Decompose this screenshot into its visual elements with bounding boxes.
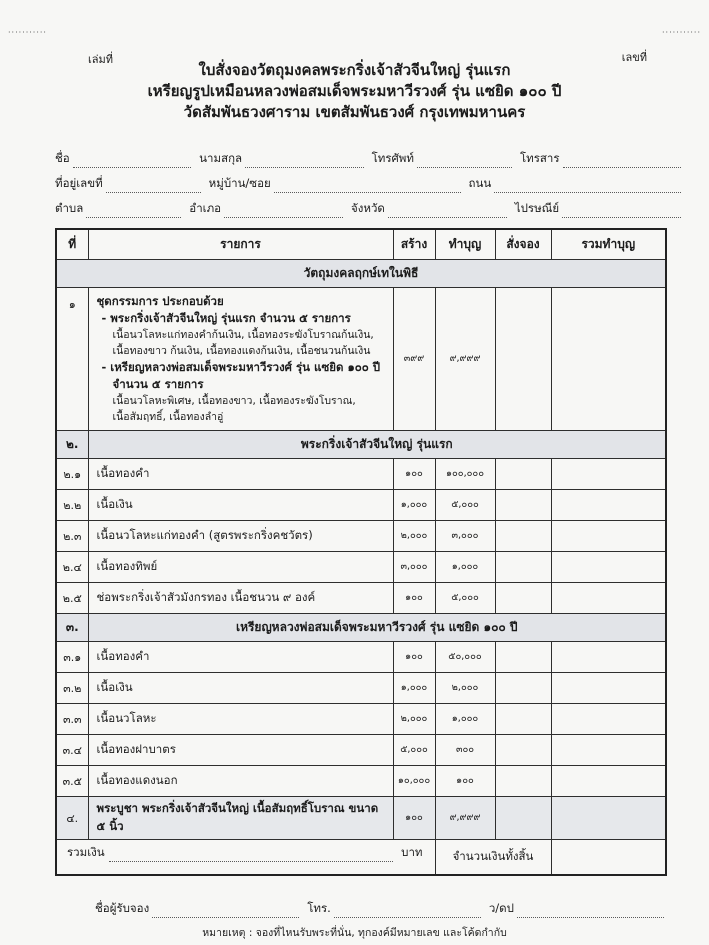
- col-header-item: รายการ: [88, 229, 393, 259]
- total-donate-cell[interactable]: [551, 672, 666, 703]
- detail-line: เนื้อทองขาว ก้นเงิน, เนื้อทองแดงก้นเงิน, เนื้อชนวนก้นเงิน: [112, 344, 371, 357]
- tear-line-left: ···········: [8, 28, 47, 37]
- subdistrict-label: ตำบล: [55, 201, 84, 215]
- order-qty-cell[interactable]: [495, 458, 551, 489]
- phone-field[interactable]: [417, 154, 512, 168]
- total-donate-cell[interactable]: [551, 520, 666, 551]
- district-label: อำเภอ: [189, 201, 222, 215]
- donate-price: ๓,๐๐๐: [435, 520, 495, 551]
- donate-price: ๕,๐๐๐: [435, 489, 495, 520]
- donate-price: ๙,๙๙๙: [435, 796, 495, 839]
- total-donate-cell[interactable]: [551, 489, 666, 520]
- order-qty-cell[interactable]: [495, 796, 551, 839]
- item-row: [56, 582, 666, 613]
- phone-label: โทรศัพท์: [371, 151, 414, 165]
- total-donate-cell[interactable]: [551, 703, 666, 734]
- col-header-donate: ทำบุญ: [435, 229, 495, 259]
- item-row: [56, 520, 666, 551]
- section-row-kring: [56, 430, 666, 458]
- total-donate-cell[interactable]: [551, 551, 666, 582]
- item-row: [56, 703, 666, 734]
- order-qty-cell[interactable]: [495, 582, 551, 613]
- row-no: ๒.๑: [56, 458, 88, 489]
- col-header-total: รวมทำบุญ: [551, 229, 666, 259]
- summary-row: [56, 839, 666, 875]
- item-row: [56, 641, 666, 672]
- donate-price: ๑๐๐: [435, 765, 495, 796]
- receiver-name-field[interactable]: [152, 904, 299, 918]
- date-field[interactable]: [517, 904, 664, 918]
- row-no: ๒.๒: [56, 489, 88, 520]
- detail-line: เนื้อนวโลหะแก่ทองคำก้นเงิน, เนื้อทองระฆังโบราณก้นเงิน,: [112, 328, 374, 341]
- title-line-3: วัดสัมพันธวงศาราม เขตสัมพันธวงศ์ กรุงเทพมหานคร: [183, 103, 526, 121]
- section-no: ๒.: [56, 430, 88, 458]
- col-header-made: สร้าง: [393, 229, 435, 259]
- section-no: ๓.: [56, 613, 88, 641]
- order-qty-cell[interactable]: [495, 734, 551, 765]
- item-name: เนื้อนวโลหะ: [88, 703, 393, 734]
- item-row: [56, 734, 666, 765]
- order-qty-cell[interactable]: [495, 765, 551, 796]
- order-qty-cell[interactable]: [495, 551, 551, 582]
- order-qty-cell[interactable]: [495, 287, 551, 430]
- donate-price: ๑,๐๐๐: [435, 551, 495, 582]
- made-qty: ๓๙๙: [393, 287, 435, 430]
- field-row-1: [55, 143, 681, 168]
- item-name: เนื้อเงิน: [88, 489, 393, 520]
- form-header: [0, 0, 709, 123]
- name-field[interactable]: [73, 154, 191, 168]
- donate-price: ๓๐๐: [435, 734, 495, 765]
- date-label: ว/ดป: [488, 901, 514, 915]
- section-title-coin: เหรียญหลวงพ่อสมเด็จพระมหาวีรวงศ์ รุ่น แซยิด ๑๐๐ ปี: [88, 613, 666, 641]
- detail-line: - เหรียญหลวงพ่อสมเด็จพระมหาวีรวงศ์ รุ่น แซยิด ๑๐๐ ปี: [101, 359, 381, 374]
- subdistrict-field[interactable]: [86, 204, 181, 218]
- donate-price: ๕๐,๐๐๐: [435, 641, 495, 672]
- item-row-committee-set: [56, 287, 666, 430]
- total-donate-cell[interactable]: [551, 641, 666, 672]
- detail-line: เนื้อสัมฤทธิ์, เนื้อทองลำอู่: [112, 410, 224, 423]
- item-name: เนื้อทองฝาบาตร: [88, 734, 393, 765]
- order-qty-cell[interactable]: [495, 672, 551, 703]
- road-label: ถนน: [468, 176, 492, 190]
- item-row: [56, 489, 666, 520]
- total-donate-cell[interactable]: [551, 582, 666, 613]
- item-row: [56, 551, 666, 582]
- order-qty-cell[interactable]: [495, 520, 551, 551]
- donate-price: ๑,๐๐๐: [435, 703, 495, 734]
- item-row: [56, 458, 666, 489]
- detail-line: จำนวน ๕ รายการ: [112, 376, 204, 391]
- tear-line-right: ···········: [662, 28, 701, 37]
- receiver-line: [95, 892, 664, 918]
- village-field[interactable]: [274, 179, 461, 193]
- item-name: เนื้อทองทิพย์: [88, 551, 393, 582]
- donate-price: ๙,๙๙๙: [435, 287, 495, 430]
- row-no: ๓.๓: [56, 703, 88, 734]
- item-name: เนื้อเงิน: [88, 672, 393, 703]
- title-line-1: ใบสั่งจองวัตถุมงคลพระกริ่งเจ้าสัวจีนใหญ่ รุ่นแรก: [198, 61, 511, 79]
- name-label: ชื่อ: [55, 151, 70, 165]
- item-name: ช่อพระกริ่งเจ้าสัวมังกรทอง เนื้อชนวน ๙ องค์: [88, 582, 393, 613]
- section-row-coin: [56, 613, 666, 641]
- row-no: ๒.๔: [56, 551, 88, 582]
- donate-price: ๕,๐๐๐: [435, 582, 495, 613]
- made-qty: ๒,๐๐๐: [393, 520, 435, 551]
- detail-line: ชุดกรรมการ ประกอบด้วย: [96, 293, 224, 308]
- row-no: ๓.๑: [56, 641, 88, 672]
- fax-field[interactable]: [563, 154, 681, 168]
- grand-total-label: จำนวนเงินทั้งสิ้น: [435, 839, 551, 875]
- total-amount-cell: [56, 839, 435, 875]
- row-no: ๓.๒: [56, 672, 88, 703]
- item-row: [56, 765, 666, 796]
- made-qty: ๑๐๐: [393, 641, 435, 672]
- note-text: หมายเหตุ : จองที่ไหนรับพระที่นั่น, ทุกองค์มีหมายเลข และโค้ดกำกับ: [202, 927, 507, 939]
- col-header-no: ที่: [56, 229, 88, 259]
- item-name: พระบูชา พระกริ่งเจ้าสัวจีนใหญ่ เนื้อสัมฤทธิ์โบราณ ขนาด ๕ นิ้ว: [88, 796, 393, 839]
- item-name: เนื้อทองคำ: [88, 458, 393, 489]
- made-qty: ๒,๐๐๐: [393, 703, 435, 734]
- tel-field[interactable]: [334, 904, 481, 918]
- order-table: [55, 228, 667, 876]
- donate-price: ๒,๐๐๐: [435, 672, 495, 703]
- col-header-order: สั่งจอง: [495, 229, 551, 259]
- postcode-field[interactable]: [562, 204, 681, 218]
- section-title-kring: พระกริ่งเจ้าสัวจีนใหญ่ รุ่นแรก: [88, 430, 666, 458]
- made-qty: ๕,๐๐๐: [393, 734, 435, 765]
- section-title-ceremony: วัตถุมงคลฤกษ์เทในพิธี: [56, 259, 666, 287]
- made-qty: ๑๐๐: [393, 582, 435, 613]
- detail-line: - พระกริ่งเจ้าสัวจีนใหญ่ รุ่นแรก จำนวน ๕ รายการ: [101, 310, 351, 325]
- row-no: ๓.๕: [56, 765, 88, 796]
- row-no: ๓.๔: [56, 734, 88, 765]
- postcode-label: ไปรษณีย์: [514, 201, 560, 215]
- receiver-label: ชื่อผู้รับจอง: [95, 901, 150, 915]
- address-no-field[interactable]: [106, 179, 201, 193]
- grand-total-field[interactable]: [551, 839, 666, 875]
- item-name: เนื้อนวโลหะแก่ทองคำ (สูตรพระกริ่งคชวัตร): [88, 520, 393, 551]
- row-no: ๒.๕: [56, 582, 88, 613]
- district-field[interactable]: [224, 204, 343, 218]
- total-label: รวมเงิน: [67, 845, 105, 860]
- order-qty-cell[interactable]: [495, 641, 551, 672]
- order-qty-cell[interactable]: [495, 703, 551, 734]
- detail-line: เนื้อนวโลหะพิเศษ, เนื้อทองขาว, เนื้อทองระฆังโบราณ,: [112, 394, 356, 407]
- province-label: จังหวัด: [351, 201, 385, 215]
- baht-label: บาท: [401, 845, 423, 860]
- total-donate-cell[interactable]: [551, 458, 666, 489]
- made-qty: ๑๐,๐๐๐: [393, 765, 435, 796]
- made-qty: ๑,๐๐๐: [393, 489, 435, 520]
- surname-field[interactable]: [245, 154, 363, 168]
- item-name: เนื้อทองแดงนอก: [88, 765, 393, 796]
- donate-price: ๑๐๐,๐๐๐: [435, 458, 495, 489]
- road-field[interactable]: [494, 179, 681, 193]
- fax-label: โทรสาร: [519, 151, 560, 165]
- tel-label: โทร.: [307, 901, 331, 915]
- total-amount-field[interactable]: [109, 848, 394, 862]
- surname-label: นามสกุล: [199, 151, 243, 165]
- item-row: [56, 672, 666, 703]
- made-qty: ๑๐๐: [393, 796, 435, 839]
- section-row-ceremony: [56, 259, 666, 287]
- row-no: ๑: [56, 287, 88, 430]
- row-no: ๔.: [56, 796, 88, 839]
- made-qty: ๑,๐๐๐: [393, 672, 435, 703]
- row-no: ๒.๓: [56, 520, 88, 551]
- province-field[interactable]: [388, 204, 507, 218]
- total-donate-cell[interactable]: [551, 734, 666, 765]
- number-label: เลขที่: [621, 51, 647, 64]
- customer-info-section: [55, 143, 681, 218]
- made-qty: ๑๐๐: [393, 458, 435, 489]
- village-label: หมู่บ้าน/ซอย: [208, 176, 271, 190]
- volume-no-label: เล่มที่: [88, 53, 114, 66]
- title-line-2: เหรียญรูปเหมือนหลวงพ่อสมเด็จพระมหาวีรวงศ์ รุ่น แซยิด ๑๐๐ ปี: [147, 82, 562, 100]
- made-qty: ๓,๐๐๐: [393, 551, 435, 582]
- item-row-bucha: [56, 796, 666, 839]
- table-header-row: [56, 229, 666, 259]
- field-row-3: [55, 193, 681, 218]
- total-donate-cell[interactable]: [551, 287, 666, 430]
- total-donate-cell[interactable]: [551, 796, 666, 839]
- item-description: [88, 287, 393, 430]
- address-no-label: ที่อยู่เลขที่: [55, 176, 103, 190]
- order-qty-cell[interactable]: [495, 489, 551, 520]
- item-name: เนื้อทองคำ: [88, 641, 393, 672]
- total-donate-cell[interactable]: [551, 765, 666, 796]
- field-row-2: [55, 168, 681, 193]
